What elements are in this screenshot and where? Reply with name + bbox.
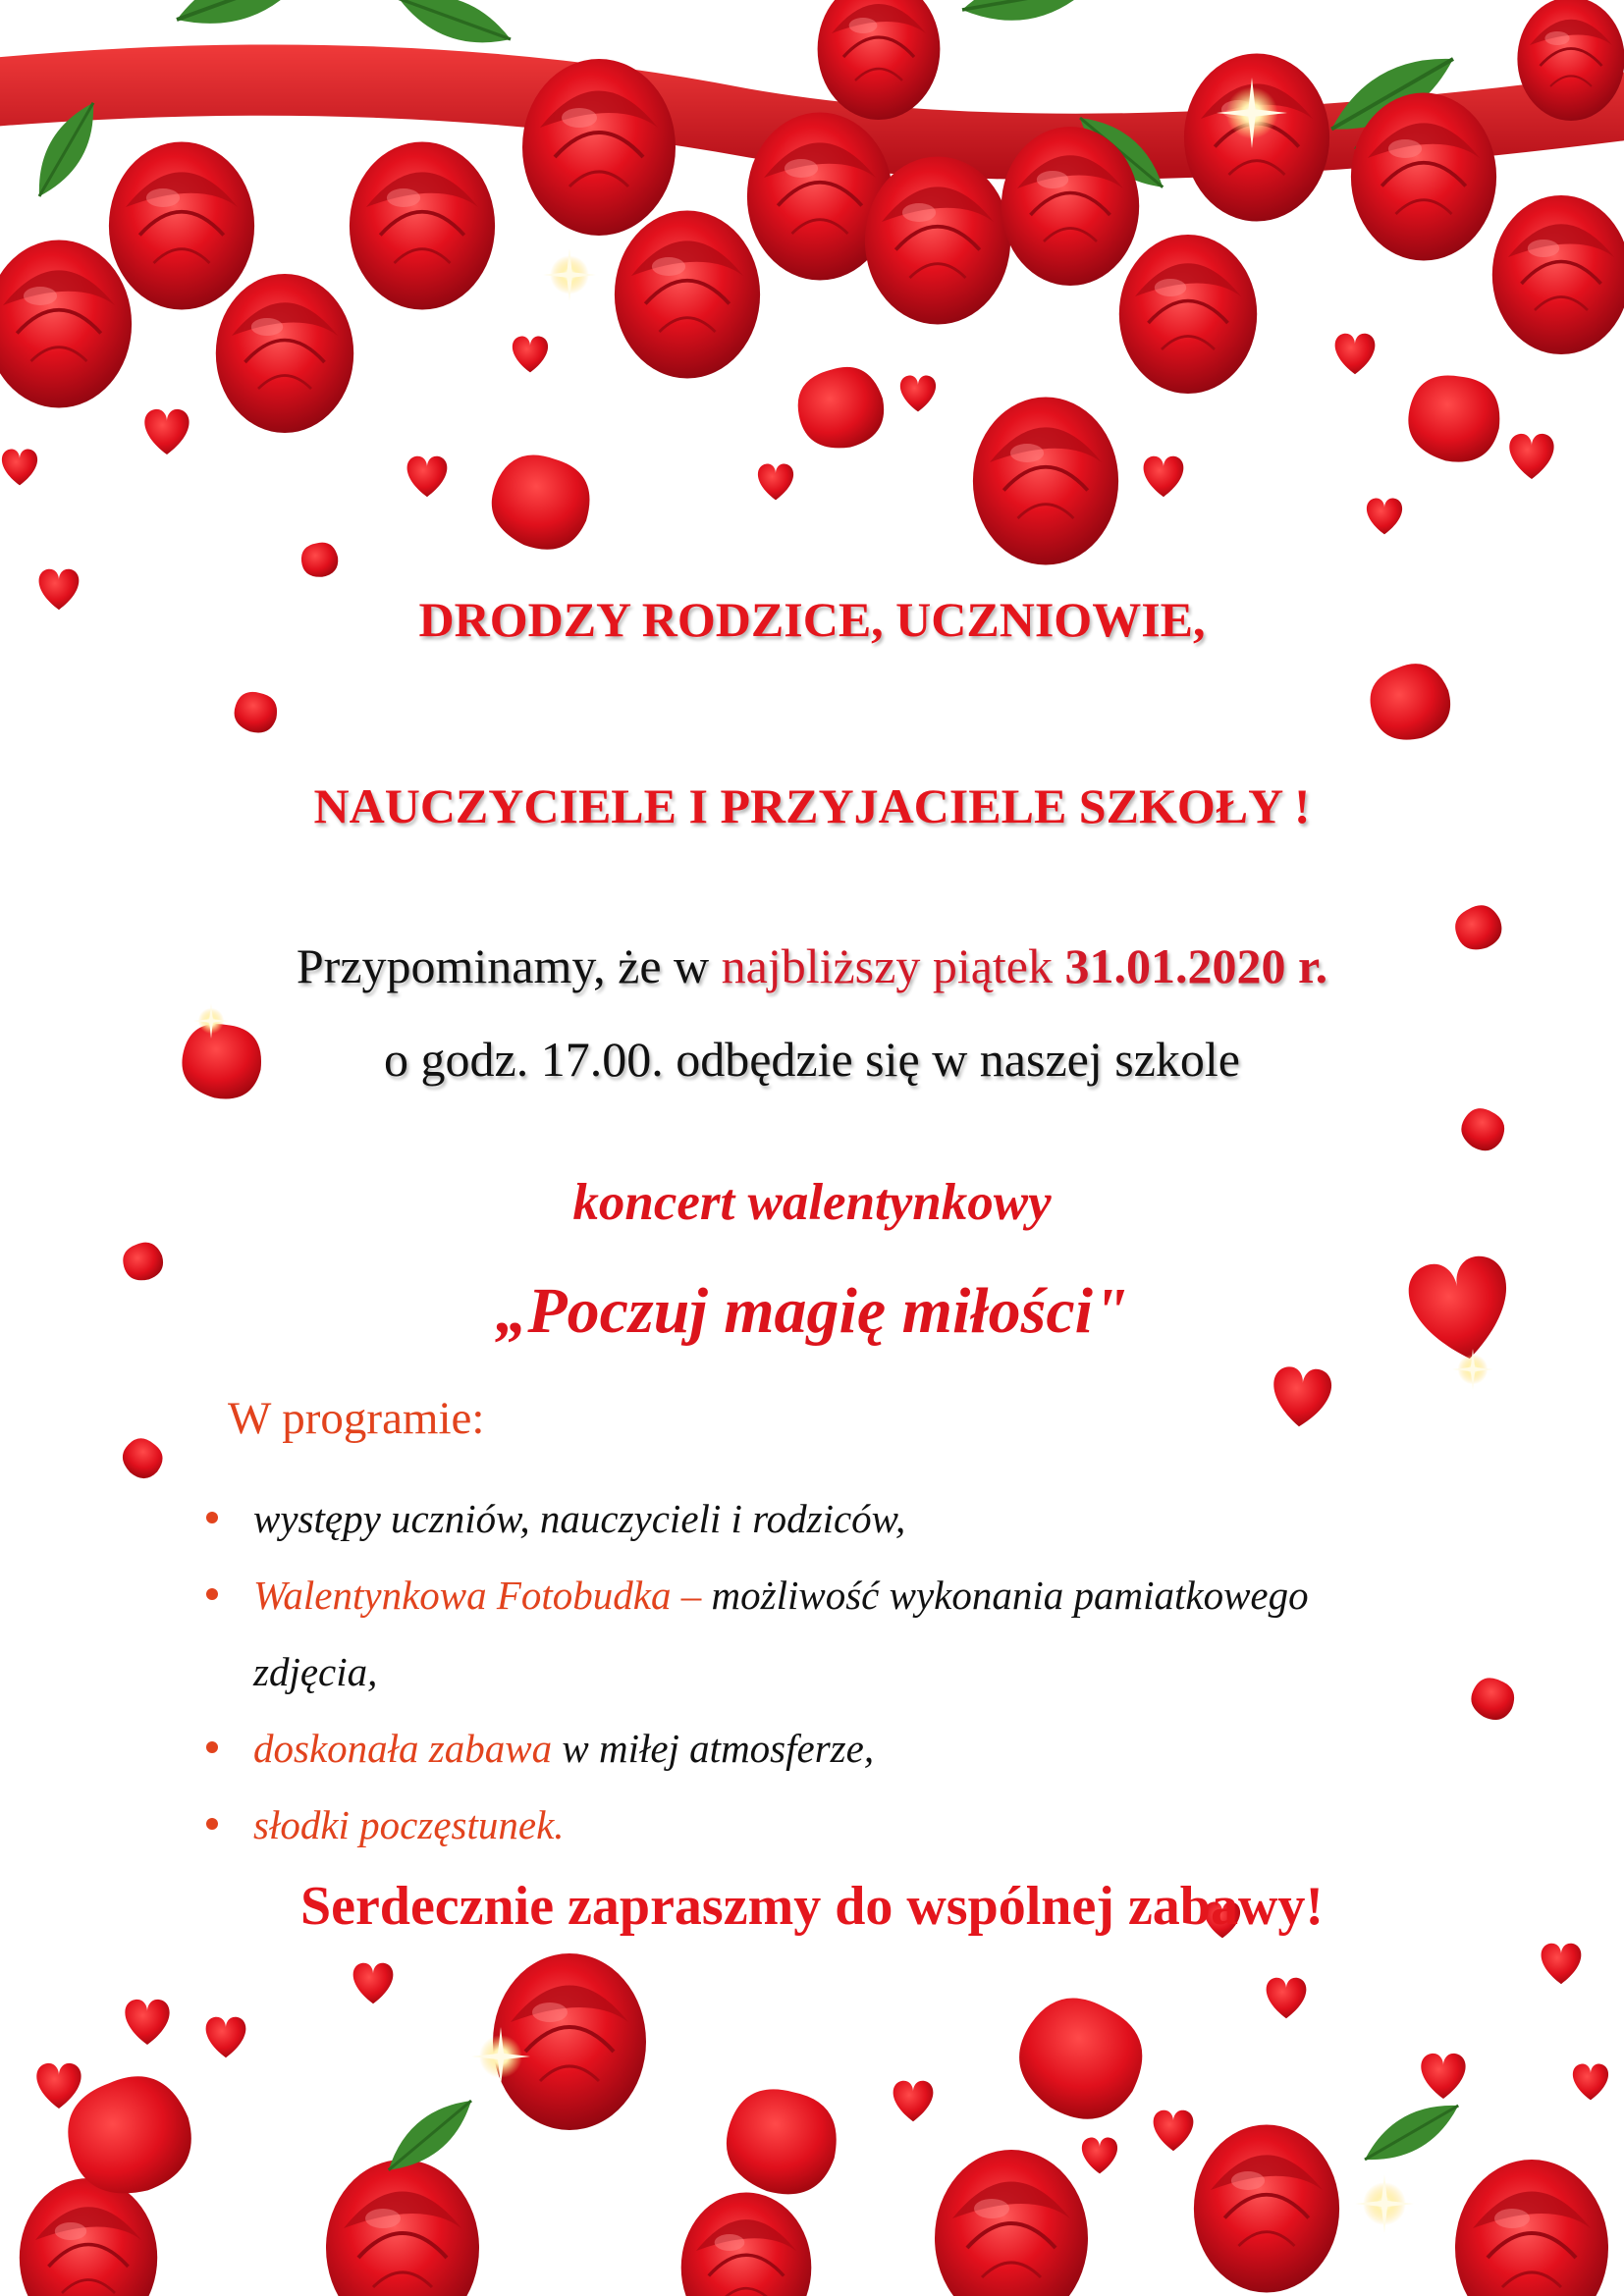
bullet-icon — [206, 1741, 218, 1753]
program-item-highlight: Walentynkowa Fotobudka – — [253, 1573, 712, 1618]
bullet-icon — [206, 1818, 218, 1830]
program-label: W programie: — [228, 1393, 485, 1444]
intro-line-2: o godz. 17.00. odbędzie się w naszej szkole — [384, 1032, 1240, 1087]
program-item — [196, 1480, 1434, 1557]
program-item — [196, 1557, 1434, 1710]
intro-text: Przypominamy, że w — [296, 938, 722, 993]
program-item-text: występy uczniów, nauczycieli i rodziców, — [253, 1496, 906, 1541]
greeting-line-2: NAUCZYCIELE I PRZYJACIELE SZKOŁY ! — [313, 778, 1311, 833]
program-item-text: możliwość wykonania pamiatkowego zdjęcia, — [253, 1573, 1309, 1694]
program-item — [196, 1710, 1434, 1787]
greeting-line-1: DRODZY RODZICE, UCZNIOWIE, — [418, 592, 1206, 647]
program-list — [196, 1480, 1434, 1863]
program-item — [196, 1787, 1434, 1863]
intro-day: najbliższy piątek — [721, 938, 1065, 993]
program-item-highlight: doskonała zabawa — [253, 1726, 553, 1771]
closing-invitation: Serdecznie zapraszmy do wspólnej zabawy! — [299, 1876, 1325, 1937]
intro-line-1 — [0, 937, 1624, 994]
event-date: 31.01.2020 r. — [1064, 938, 1328, 993]
bullet-icon — [206, 1588, 218, 1600]
program-item-highlight: słodki poczęstunek. — [253, 1802, 565, 1847]
program-item-text: w miłej atmosferze, — [552, 1726, 875, 1771]
concert-label: koncert walentynkowy — [572, 1174, 1052, 1231]
bullet-icon — [206, 1512, 218, 1523]
concert-title: „Poczuj magię miłości" — [495, 1275, 1129, 1347]
